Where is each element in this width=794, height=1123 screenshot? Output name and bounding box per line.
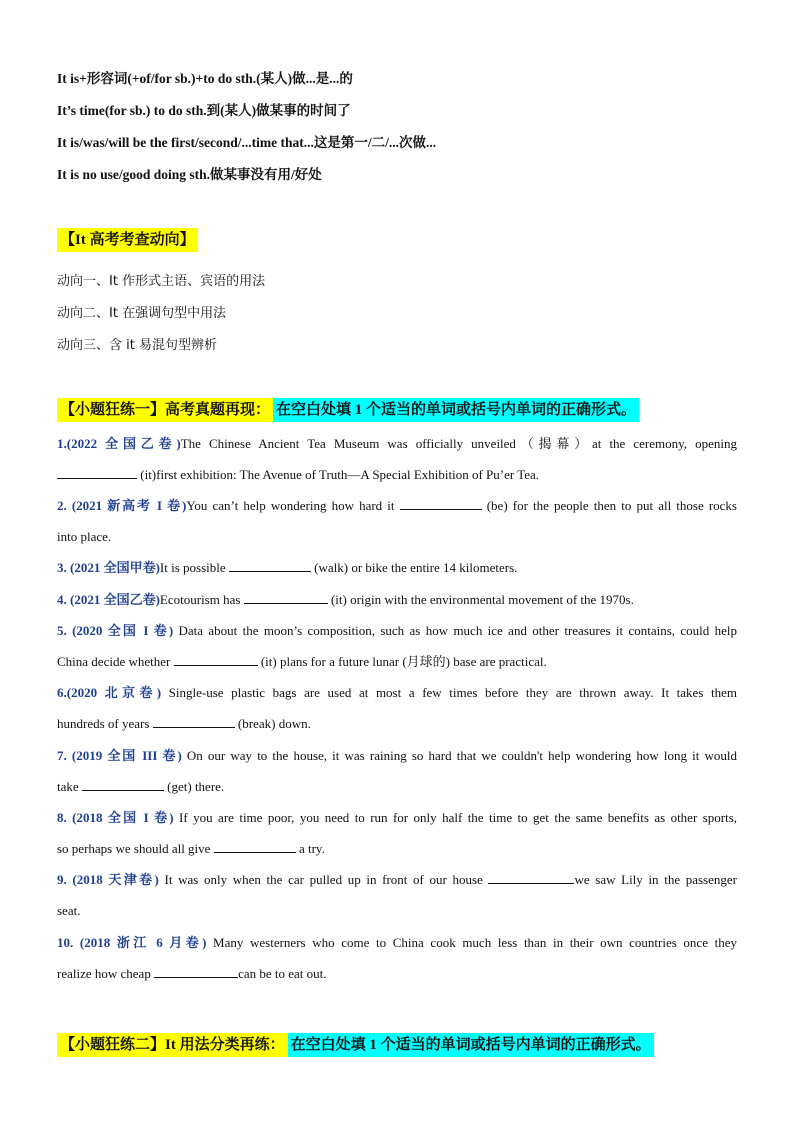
practice1-heading-text: 【小题狂练一】高考真题再现： (57, 398, 273, 422)
question-number: 4. (2021 全国乙卷) (57, 592, 160, 607)
trend-heading (57, 228, 198, 249)
question-text: Single-use plastic bags are used at most a few times before they are thrown away. It takes them (161, 685, 737, 700)
question-text: Many westerners who come to China cook much less than in their own countries once they (206, 935, 737, 950)
question-text: The Chinese Ancient Tea Museum was officially unveiled（揭幕）at the ceremony, opening (180, 436, 737, 451)
question-number: 8. (2018 全国 I 卷) (57, 810, 174, 825)
question-4 (57, 584, 737, 615)
answer-blank[interactable] (153, 715, 235, 728)
question-text: (walk) or bike the entire 14 kilometers. (310, 560, 518, 575)
question-text: Data about the moon’s composition, such as how much ice and other treasures it contains, could help (173, 623, 737, 638)
question-text: into place. (57, 529, 112, 544)
question-7 (57, 740, 737, 802)
answer-blank[interactable] (229, 559, 311, 572)
question-text: hundreds of years (57, 716, 153, 731)
question-2 (57, 490, 737, 552)
question-text: On our way to the house, it was raining so hard that we couldn't help wondering how long it would (181, 748, 738, 763)
question-text: realize how cheap (57, 966, 155, 981)
practice1-instruction: 在空白处填 1 个适当的单词或括号内单词的正确形式。 (273, 398, 639, 422)
question-number: 2. (2021 新高考 I 卷) (57, 498, 187, 513)
answer-blank[interactable] (154, 965, 238, 978)
pattern-line: It is no use/good doing sth.做某事没有用/好处 (57, 167, 322, 182)
question-text: (get) there. (163, 779, 225, 794)
question-number: 1.(2022 全国乙卷) (57, 436, 181, 451)
question-3 (57, 552, 737, 583)
question-text: It was only when the car pulled up in front of our house (158, 872, 489, 887)
question-text: can be to eat out. (238, 966, 327, 981)
question-text: seat. (57, 903, 81, 918)
question-text: It is possible (159, 560, 229, 575)
question-number: 5. (2020 全国 I 卷) (57, 623, 174, 638)
question-text: take (57, 779, 82, 794)
question-text: If you are time poor, you need to run for only half the time to get the same benefits as other sports, (173, 810, 738, 825)
pattern-line: It’s time(for sb.) to do sth.到(某人)做某事的时间了 (57, 103, 351, 118)
question-text: (be) for the people then to put all those rocks (481, 498, 737, 513)
question-text: China decide whether (57, 654, 174, 669)
answer-blank[interactable] (174, 653, 258, 666)
trend-item: 动向二、It 在强调句型中用法 (57, 306, 227, 321)
practice1-heading (57, 398, 639, 419)
trend-heading-text: 【It 高考考查动向】 (57, 228, 198, 252)
practice2-heading-text: 【小题狂练二】It 用法分类再练： (57, 1033, 288, 1057)
answer-blank[interactable] (214, 840, 296, 853)
question-1 (57, 428, 737, 490)
question-text: (it) origin with the environmental movement of the 1970s. (327, 592, 634, 607)
question-text: (it) plans for a future lunar (月球的) base are practical. (257, 654, 547, 669)
question-text: (break) down. (234, 716, 311, 731)
answer-blank[interactable] (244, 591, 328, 604)
question-5 (57, 615, 737, 677)
question-text: a try. (295, 841, 325, 856)
question-text: Ecotourism has (159, 592, 244, 607)
question-10 (57, 927, 737, 989)
trend-item: 动向一、It 作形式主语、宾语的用法 (57, 274, 266, 289)
question-9 (57, 864, 737, 926)
question-8 (57, 802, 737, 864)
question-text: (it)first exhibition: The Avenue of Truth—A Special Exhibition of Pu’er Tea. (137, 467, 540, 482)
trend-item: 动向三、含 it 易混句型辨析 (57, 338, 217, 353)
practice2-instruction: 在空白处填 1 个适当的单词或括号内单词的正确形式。 (288, 1033, 654, 1057)
answer-blank[interactable] (82, 778, 164, 791)
answer-blank[interactable] (57, 466, 137, 479)
question-text: You can’t help wondering how hard it (186, 498, 400, 513)
question-number: 6.(2020 北京卷) (57, 685, 162, 700)
answer-blank[interactable] (400, 497, 482, 510)
question-number: 7. (2019 全国 III 卷) (57, 748, 182, 763)
pattern-line: It is+形容词(+of/for sb.)+to do sth.(某人)做...是...的 (57, 71, 353, 86)
question-text: so perhaps we should all give (57, 841, 214, 856)
question-number: 10. (2018 浙江 6 月卷) (57, 935, 207, 950)
question-number: 3. (2021 全国甲卷) (57, 560, 160, 575)
question-text: we saw Lily in the passenger (574, 872, 737, 887)
question-6 (57, 677, 737, 739)
answer-blank[interactable] (488, 871, 574, 884)
practice2-heading (57, 1033, 654, 1054)
pattern-line: It is/was/will be the first/second/...time that...这是第一/二/...次做... (57, 135, 437, 150)
question-number: 9. (2018 天津卷) (57, 872, 159, 887)
